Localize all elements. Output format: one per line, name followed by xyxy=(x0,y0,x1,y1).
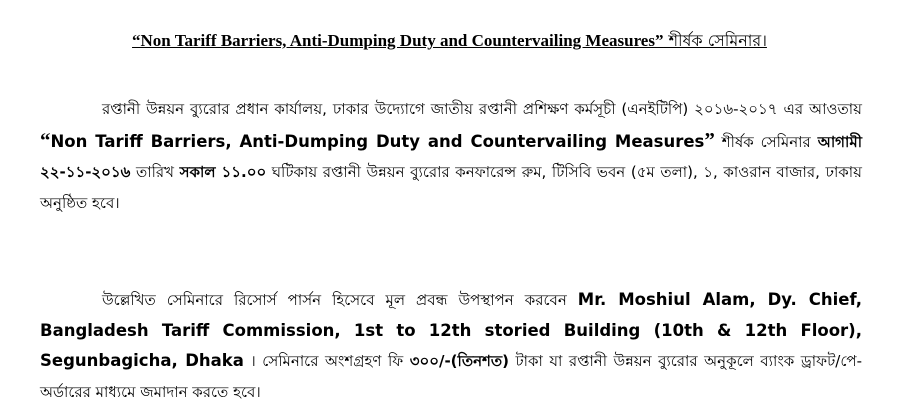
paragraph-resource-person xyxy=(40,285,862,407)
p1-mid2: তারিখ xyxy=(130,163,180,181)
p1-topic: Non Tariff Barriers, Anti-Dumping Duty and Countervailing Measures xyxy=(50,131,705,151)
p2-rest: টাকা যা রপ্তানী উন্নয়ন ব্যুরোর অনুকূলে ব্যাংক ড্রাফট/পে-অর্ডারের মাধ্যমে জমাদান করতে হবে। xyxy=(40,352,862,401)
document-title xyxy=(0,28,899,55)
p1-time: সকাল ১১.০০ xyxy=(179,163,267,181)
p1-mid: শীর্ষক সেমিনার xyxy=(714,132,818,151)
title-close-quote: ” xyxy=(654,31,664,50)
title-english: Non Tariff Barriers, Anti-Dumping Duty and Countervailing Measures xyxy=(140,31,655,50)
p1-rest: ঘটিকায় রপ্তানী উন্নয়ন ব্যুরোর কনফারেন্স রুম, টিসিবি ভবন (৫ম তলা), ১, কাওরান বাজার, ঢাকায় অনুষ্ঠিত হবে। xyxy=(40,163,862,212)
p2-speaker: Mr. Moshiul Alam, Dy. Chief, Bangladesh Tariff Commission, 1st to 12th storied Building (10th & 12th Floor), Segunbagicha, Dhaka xyxy=(40,290,862,370)
p1-intro: রপ্তানী উন্নয়ন ব্যুরোর প্রধান কার্যালয়, ঢাকার উদ্যোগে জাতীয় রপ্তানী প্রশিক্ষণ কর্মসূচী (এনইটিপি) ২০১৬-২০১৭ এর আওতায় xyxy=(102,100,862,118)
p1-close-quote: ” xyxy=(704,127,715,152)
p2-fee: ৩০০/-(তিনশত) xyxy=(409,352,510,370)
title-open-quote: “ xyxy=(132,31,141,50)
p2-intro: উল্লেখিত সেমিনারে রিসোর্স পার্সন হিসেবে মূল প্রবন্ধ উপস্থাপন করবেন xyxy=(102,291,578,309)
paragraph-seminar-info xyxy=(40,94,862,218)
title-bangla: শীর্ষক সেমিনার। xyxy=(663,31,767,50)
title-underlined xyxy=(132,31,767,50)
p1-open-quote: “ xyxy=(40,127,51,152)
p1-date: আগামী ২২-১১-২০১৬ xyxy=(40,132,862,181)
p2-mid: । সেমিনারে অংশগ্রহণ ফি xyxy=(243,352,410,370)
